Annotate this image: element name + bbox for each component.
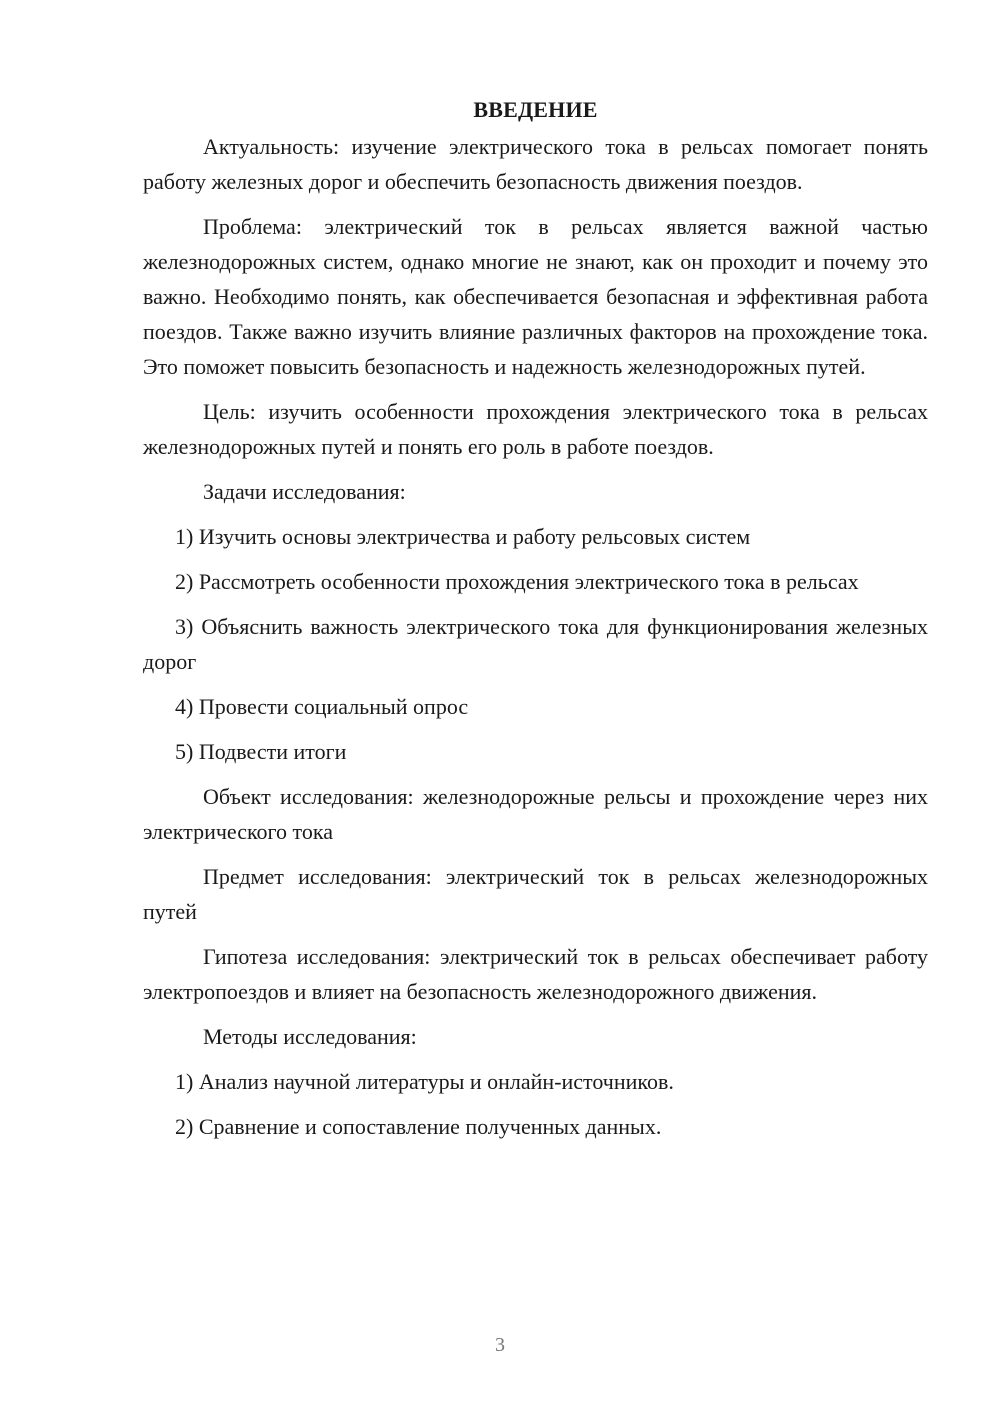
list-item-method-2: 2) Сравнение и сопоставление полученных данных. — [175, 1114, 662, 1139]
page-number: 3 — [495, 1334, 505, 1356]
paragraph-object: Объект исследования: железнодорожные рельсы и прохождение через них электрического тока — [143, 784, 928, 844]
list-item-task-3: 3) Объяснить важность электрического тока для функционирования железных дорог — [143, 614, 928, 674]
paragraph-subject: Предмет исследования: электрический ток в рельсах железнодорожных путей — [143, 864, 928, 924]
list-item-method-1: 1) Анализ научной литературы и онлайн-источников. — [175, 1069, 674, 1094]
paragraph-goal: Цель: изучить особенности прохождения электрического тока в рельсах железнодорожных путей и понять его роль в работе поездов. — [143, 399, 928, 459]
section-title: ВВЕДЕНИЕ — [473, 97, 598, 122]
list-item-task-4: 4) Провести социальный опрос — [175, 694, 469, 719]
list-item-task-2: 2) Рассмотреть особенности прохождения электрического тока в рельсах — [175, 569, 859, 594]
document-page — [143, 92, 928, 1154]
paragraph-methods-heading: Методы исследования: — [203, 1024, 417, 1049]
paragraph-problem: Проблема: электрический ток в рельсах является важной частью железнодорожных систем, однако многие не знают, как он проходит и почему это важно. Необходимо понять, как обеспечивается безопасная и эффективная работа поездов. Также важно изучить влияние различных факторов на прохождение тока. Это поможет повысить безопасность и надежность железнодорожных путей. — [143, 214, 928, 379]
paragraph-tasks-heading: Задачи исследования: — [203, 479, 406, 504]
paragraph-hypothesis: Гипотеза исследования: электрический ток в рельсах обеспечивает работу электропоездов и влияет на безопасность железнодорожного движения. — [143, 944, 928, 1004]
list-item-task-5: 5) Подвести итоги — [175, 739, 347, 764]
paragraph-relevance: Актуальность: изучение электрического тока в рельсах помогает понять работу железных дорог и обеспечить безопасность движения поездов. — [143, 134, 928, 194]
list-item-task-1: 1) Изучить основы электричества и работу рельсовых систем — [175, 524, 751, 549]
